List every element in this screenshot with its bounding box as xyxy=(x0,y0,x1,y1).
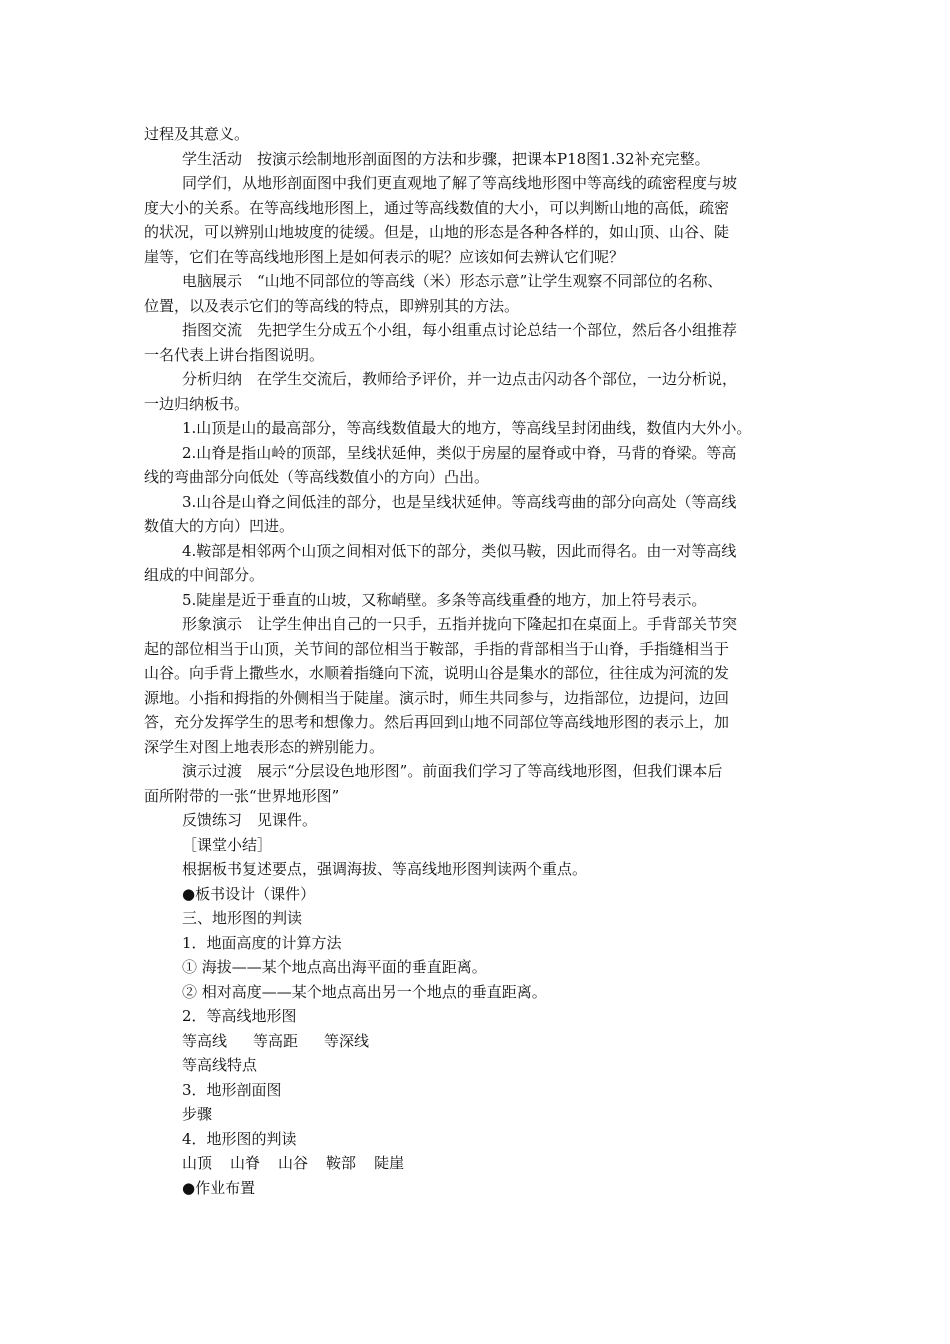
paragraph-line: 面所附带的一张“世界地形图” xyxy=(144,786,340,805)
outline-item: 步骤 xyxy=(182,1105,213,1123)
paragraph-line: 度大小的关系。在等高线地形图上，通过等高线数值的大小，可以判断山地的高低，疏密 xyxy=(144,198,730,217)
outline-item: 3．地形剖面图 xyxy=(182,1080,282,1099)
list-item-ridge: 2.山脊是指山岭的顶部，呈线状延伸，类似于房屋的屋脊或中脊，马背的脊梁。等高 xyxy=(182,443,737,462)
outline-item: 1．地面高度的计算方法 xyxy=(182,933,342,952)
outline-item: 等高线特点 xyxy=(182,1056,258,1074)
term: 等高线 xyxy=(182,1031,228,1050)
paragraph-line: 根据板书复述要点，强调海拔、等高线地形图判读两个重点。 xyxy=(182,860,588,878)
list-item-cliff: 5.陡崖是近于垂直的山坡，又称峭壁。多条等高线重叠的地方，加上符号表示。 xyxy=(182,590,707,609)
list-item-saddle: 4.鞍部是相邻两个山顶之间相对低下的部分，类似马鞍，因此而得名。由一对等高线 xyxy=(182,541,737,560)
paragraph-line: 数值大的方向）凹进。 xyxy=(144,517,295,535)
paragraph-line: 深学生对图上地表形态的辨别能力。 xyxy=(144,737,385,756)
paragraph-line: 分析归纳 在学生交流后，教师给予评价，并一边点击闪动各个部位，一边分析说， xyxy=(182,370,738,388)
paragraph-line: 指图交流 先把学生分成五个小组，每小组重点讨论总结一个部位，然后各小组推荐 xyxy=(182,321,738,339)
landform-terms xyxy=(144,1151,814,1176)
term: 等高距 xyxy=(253,1031,299,1050)
document-body xyxy=(144,122,814,1200)
outline-item: 2．等高线地形图 xyxy=(182,1007,297,1025)
term: 山顶 xyxy=(182,1154,213,1172)
paragraph-line: 演示过渡 展示“分层设色地形图”。前面我们学习了等高线地形图，但我们课本后 xyxy=(182,762,723,780)
term: 山谷 xyxy=(278,1154,309,1172)
list-item-valley: 3.山谷是山脊之间低洼的部分，也是呈线状延伸。等高线弯曲的部分向高处（等高线 xyxy=(182,492,737,511)
term: 等深线 xyxy=(324,1031,370,1050)
section-heading: ●板书设计（课件） xyxy=(182,884,316,903)
term: 山脊 xyxy=(230,1154,261,1172)
paragraph-line: 组成的中间部分。 xyxy=(144,566,265,584)
paragraph-line: 位置，以及表示它们的等高线的特点，即辨别其的方法。 xyxy=(144,296,520,315)
outline-item: ① 海拔——某个地点高出海平面的垂直距离。 xyxy=(182,958,487,976)
paragraph-line: 电脑展示 “山地不同部位的等高线（米）形态示意”让学生观察不同部位的名称、 xyxy=(182,272,723,290)
paragraph-line: 的状况，可以辨别山地坡度的徒缓。但是，山地的形态是各种各样的，如山顶、山谷、陡 xyxy=(144,223,730,241)
paragraph-line: 山谷。向手背上撒些水，水顺着指缝向下流，说明山谷是集水的部位，往往成为河流的发 xyxy=(144,664,730,682)
paragraph-line: 过程及其意义。 xyxy=(144,125,250,143)
paragraph-line: 起的部位相当于山顶，关节间的部位相当于鞍部，手指的背部相当于山脊，手指缝相当于 xyxy=(144,639,730,658)
paragraph-line: 答，充分发挥学生的思考和想像力。然后再回到山地不同部位等高线地形图的表示上，加 xyxy=(144,713,730,731)
term: 鞍部 xyxy=(326,1154,357,1172)
paragraph-line: 反馈练习 见课件。 xyxy=(182,811,318,829)
paragraph-line: 崖等，它们在等高线地形图上是如何表示的呢？应该如何去辨认它们呢？ xyxy=(144,247,625,266)
section-heading: ●作业布置 xyxy=(182,1178,256,1197)
paragraph-line: 线的弯曲部分向低处（等高线数值小的方向）凸出。 xyxy=(144,468,490,486)
outline-item: ② 相对高度——某个地点高出另一个地点的垂直距离。 xyxy=(182,982,547,1001)
section-heading: ［课堂小结］ xyxy=(182,835,273,854)
paragraph-line: 源地。小指和拇指的外侧相当于陡崖。演示时，师生共同参与，边指部位，边提问，边回 xyxy=(144,688,730,707)
paragraph-line: 学生活动 按演示绘制地形剖面图的方法和步骤，把课本P18图1.32补充完整。 xyxy=(182,149,710,168)
paragraph-line: 一名代表上讲台指图说明。 xyxy=(144,345,325,364)
paragraph-line: 形象演示 让学生伸出自己的一只手，五指并拢向下隆起扣在桌面上。手背部关节突 xyxy=(182,615,738,633)
list-item-summit: 1.山顶是山的最高部分，等高线数值最大的地方，等高线呈封闭曲线，数值内大外小。 xyxy=(182,419,752,437)
paragraph-line: 同学们，从地形剖面图中我们更直观地了解了等高线地形图中等高线的疏密程度与坡 xyxy=(182,174,738,192)
outline-heading: 三、地形图的判读 xyxy=(182,909,303,927)
outline-item: 4．地形图的判读 xyxy=(182,1129,297,1148)
paragraph-line: 一边归纳板书。 xyxy=(144,394,250,413)
contour-terms xyxy=(144,1029,814,1054)
term: 陡崖 xyxy=(374,1154,405,1172)
